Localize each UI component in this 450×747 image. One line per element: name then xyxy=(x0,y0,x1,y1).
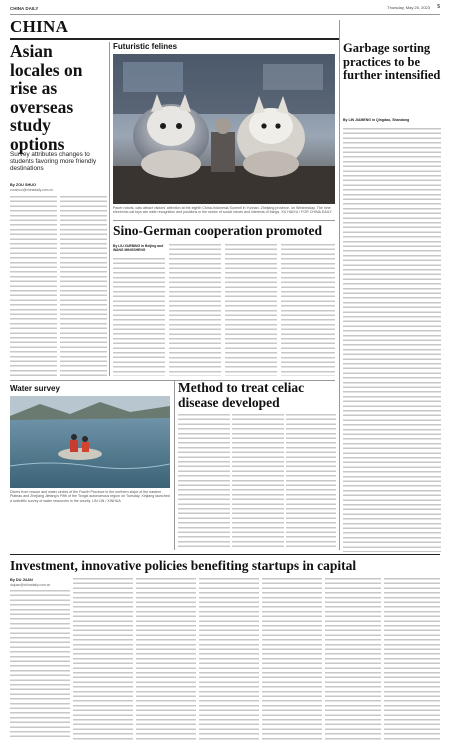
coop-body-col1 xyxy=(113,258,165,376)
right-column-divider xyxy=(339,20,340,550)
page-header xyxy=(10,4,440,14)
robot-cats-image xyxy=(113,54,335,204)
bottom-body-col7 xyxy=(384,578,440,740)
coop-byline: By LIU XUEBING in Beijing and WANG MINGSHENG xyxy=(113,244,164,253)
lead-body-col2 xyxy=(60,196,107,376)
bottom-byline: By DU JUAN xyxy=(10,578,33,582)
bottom-rule xyxy=(10,554,440,555)
bottom-headline: Investment, innovative policies benefiting startups in capital xyxy=(10,558,357,573)
celiac-body-col1 xyxy=(178,414,230,550)
section-rule xyxy=(10,38,340,40)
bottom-body-col1 xyxy=(10,590,70,740)
coop-top-rule xyxy=(113,220,335,221)
water-caption: Divers from rescue and water circles of the Fourth Province in the northern slope of the eastern Plateau and Zhejiang Jiefang's Fifth of the Tongzi autonomous region on Tuesday. Xinjiang launched a scientific survey of water resources in the county. LIN LIN / XINHUA xyxy=(10,490,170,503)
lead-headline: Asian locales on rise as overseas study options xyxy=(10,41,83,154)
celiac-headline: Method to treat celiac disease developed xyxy=(178,380,305,410)
page-date: Thursday, May 25, 2023 xyxy=(387,5,430,10)
feature-caption: Pacer robots, cats attract visitors' attention at the eighth China-Indonesia Summit in Yunnan. Zhejiang province, on Wednesday. The nine electronic cat toys win wide recognition and positions in the sector of social robots and interests of things. XU HAIXU / FOR CHINA DAILY xyxy=(113,206,332,215)
garbage-byline: By LIN JIAMENG in Qingdao, Shandong xyxy=(343,118,410,122)
bottom-body-col6 xyxy=(325,578,381,740)
garbage-headline: Garbage sorting practices to be further intensified xyxy=(343,41,441,83)
coop-body-col2 xyxy=(169,244,221,376)
feature-kicker: Futuristic felines xyxy=(113,42,178,51)
coop-body-col3 xyxy=(225,244,277,376)
water-survey-image xyxy=(10,396,170,488)
coop-headline: Sino-German cooperation promoted xyxy=(113,223,322,238)
water-photo xyxy=(10,396,170,488)
bottom-body-col2 xyxy=(73,578,133,740)
page-number: 5 xyxy=(437,4,440,10)
bottom-byline-email: dujuan@chinadaily.com.cn xyxy=(10,583,51,587)
lead-byline-email: zoushuo@chinadaily.com.cn xyxy=(10,188,53,192)
masthead-logo: CHINA DAILY xyxy=(10,6,39,11)
celiac-body-col2 xyxy=(232,414,284,550)
coop-body-col4 xyxy=(281,244,335,376)
bottom-body-col4 xyxy=(199,578,259,740)
section-title: CHINA xyxy=(10,17,69,36)
bottom-body-col3 xyxy=(136,578,196,740)
lead-subhead: Survey attributes changes to students favoring more friendly destinations xyxy=(10,151,97,173)
lead-body-col1 xyxy=(10,196,57,376)
lead-byline: By ZOU SHUO xyxy=(10,183,36,187)
celiac-divider xyxy=(174,380,175,550)
bottom-body-col5 xyxy=(262,578,322,740)
water-label: Water survey xyxy=(10,384,60,393)
celiac-body-col3 xyxy=(286,414,336,550)
feature-photo xyxy=(113,54,335,204)
column-divider xyxy=(109,42,110,376)
garbage-body xyxy=(343,128,441,552)
header-rule xyxy=(10,14,440,15)
